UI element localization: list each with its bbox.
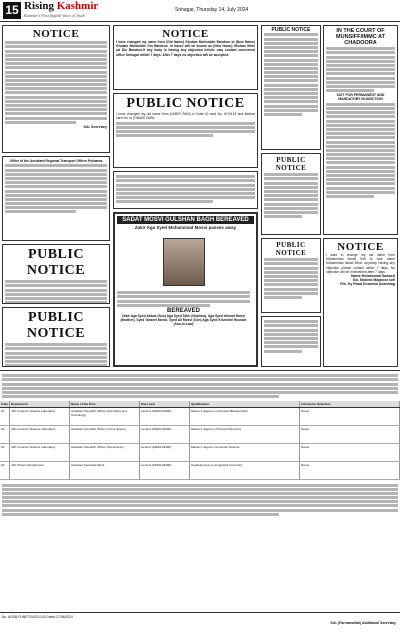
table-row bbox=[0, 408, 400, 426]
table-cell: 01 bbox=[0, 408, 10, 425]
recruitment-table-body bbox=[0, 408, 400, 480]
obituary-bereaved-label: BEREAVED bbox=[167, 307, 200, 314]
table-cell: Name bbox=[300, 462, 400, 479]
office-arto-box bbox=[2, 156, 110, 241]
notice-center-1 bbox=[113, 25, 258, 90]
table-row bbox=[0, 444, 400, 462]
notice-left-1 bbox=[2, 25, 110, 153]
public-notice-center-2-title: PUBLIC NOTICE bbox=[126, 96, 245, 111]
notice-left-1-signer: Sd/- Secretary bbox=[83, 124, 107, 129]
public-notice-right-1-body-lines bbox=[264, 33, 318, 116]
table-cell: Name bbox=[300, 444, 400, 461]
notice-right-4-signer-3: R/o. Ky Road Khrankal Anantnag bbox=[340, 282, 395, 287]
masthead bbox=[0, 0, 400, 22]
table-cell: Name bbox=[300, 426, 400, 443]
newspaper-tagline: Kashmir's First Inglish Voice of Truth bbox=[24, 13, 85, 18]
obituary-subheading: Zakir Aga Syed Mohammad Mosvi passes away bbox=[134, 225, 237, 230]
table-header-sno: S.No bbox=[0, 401, 10, 407]
public-notice-right-3-body-lines bbox=[264, 258, 318, 299]
table-header-qualification: Qualification bbox=[190, 401, 300, 407]
public-notice-right-1-title: PUBLIC NOTICE bbox=[271, 27, 311, 33]
recruitment-table bbox=[0, 370, 400, 519]
office-arto-title: Office of the Assistant Regional Transport Officer Pulwama bbox=[9, 159, 103, 163]
table-cell: JAK Forensic Science Laboratory bbox=[10, 426, 70, 443]
table-header-pay-level: Pay Level bbox=[140, 401, 190, 407]
newspaper-name bbox=[24, 1, 98, 12]
public-notice-left-3 bbox=[2, 307, 110, 367]
court-suit-title: SUIT FOR PERMANENT AND MANDATORY INJUNCTION bbox=[336, 93, 385, 102]
court-notice bbox=[323, 25, 398, 235]
public-notice-center-2-body: I have changed my old name from (UMER ZAIN) in Voter ID card No. AY/0133 and Aadhar card No. to (OWAIS ZAIN). bbox=[116, 112, 255, 121]
notice-center-1-title: NOTICE bbox=[162, 28, 209, 40]
table-cell: Assistant Scientific Officer (Crime Scene) bbox=[70, 426, 140, 443]
court-body-lines bbox=[326, 103, 395, 198]
office-arto-body-lines bbox=[5, 164, 107, 213]
obituary-heading: SADAT MOSVI GULSHAN BAGH BEREAVED bbox=[117, 216, 254, 224]
obituary-text bbox=[117, 290, 250, 327]
table-header-post: Name of the Post bbox=[70, 401, 140, 407]
table-cell: Level-6 (29200-92300) bbox=[140, 444, 190, 461]
table-cell: Assistant Superintendent bbox=[70, 462, 140, 479]
table-header-criteria: Criteria for Selection bbox=[300, 401, 400, 407]
table-cell: Graduate from a recognized University bbox=[190, 462, 300, 479]
table-cell: Master's degree in Chemistry/Biochemistry bbox=[190, 408, 300, 425]
table-cell: JAK Prisons Department bbox=[10, 462, 70, 479]
notice-right-5-body-lines bbox=[264, 320, 318, 352]
table-cell: JAK Forensic Science Laboratory bbox=[10, 408, 70, 425]
table-cell: Assistant Scientific Officer (Documents) bbox=[70, 444, 140, 461]
recruitment-table-notes-lines bbox=[0, 480, 400, 519]
newspaper-name-part-b: Kashmir bbox=[56, 0, 99, 12]
table-cell: Level-6 (29200-92300) bbox=[140, 408, 190, 425]
recruitment-table-header bbox=[0, 401, 400, 408]
notice-right-4-signer-2: S/o. Mohmd Maqbool sofi bbox=[352, 278, 395, 283]
notice-left-1-title: NOTICE bbox=[32, 28, 80, 40]
table-cell: JAK Forensic Science Laboratory bbox=[10, 444, 70, 461]
public-notice-left-2-title: PUBLIC NOTICE bbox=[26, 247, 86, 278]
notice-center-3-body-lines bbox=[116, 175, 255, 203]
table-cell: 04 bbox=[0, 462, 10, 479]
recruitment-table-intro-lines bbox=[0, 371, 400, 401]
public-notice-left-3-title: PUBLIC NOTICE bbox=[26, 310, 86, 341]
public-notice-right-2-body-lines bbox=[264, 173, 318, 218]
dateline: Srinagar, Thursday 14, July 2024 bbox=[175, 7, 249, 13]
notice-right-4 bbox=[323, 238, 398, 367]
table-cell: 03 bbox=[0, 444, 10, 461]
notice-right-4-signer-1: Name Mohammad Sawaed bbox=[351, 274, 395, 279]
page-number: 15 bbox=[3, 2, 21, 19]
public-notice-right-2-title: PUBLIC NOTICE bbox=[275, 156, 307, 172]
table-cell: Master's degree in Forensic Science bbox=[190, 444, 300, 461]
table-row bbox=[0, 462, 400, 480]
court-parties-lines bbox=[326, 47, 395, 92]
public-notice-left-3-body-lines bbox=[5, 343, 107, 367]
public-notice-left-2-body-lines bbox=[5, 280, 107, 304]
table-cell: 02 bbox=[0, 426, 10, 443]
public-notice-center-2 bbox=[113, 93, 258, 168]
public-notice-right-3 bbox=[261, 238, 321, 313]
footer-signer: Sd/- (Farmanullah) Additional Secretary bbox=[330, 621, 396, 626]
notice-right-5 bbox=[261, 316, 321, 367]
table-cell: Level-6 (29200-92300) bbox=[140, 462, 190, 479]
public-notice-right-2 bbox=[261, 153, 321, 235]
table-header-department: Department bbox=[10, 401, 70, 407]
notice-right-4-title: NOTICE bbox=[337, 241, 384, 253]
footer bbox=[0, 612, 400, 642]
table-cell: Level-6 (29200-92300) bbox=[140, 426, 190, 443]
obituary-body-lines bbox=[117, 291, 250, 307]
notice-left-1-body-lines bbox=[5, 41, 107, 124]
table-cell: Name bbox=[300, 408, 400, 425]
obituary-bereaved-names: Zakir Aga Syed Abbas (Son) Aga Syed Tahir (Nephew), Aga Syed Ahmad Mosvi (Brother), Syed Tanzeel Mosvi, Syed Ali Mosvi (Son) Aga Syed Khurshid Hussain (Son-in-Law) bbox=[120, 313, 247, 327]
table-cell: Master's degree in Physics/Chemistry bbox=[190, 426, 300, 443]
notice-right-4-body: I want to change my old name from Mohammad Ismail Sofi to new name Mohammad Ismail Bhat. Anybody having any objection please contact within 7 days. No objection will be entertained after 7 days. bbox=[326, 253, 395, 274]
public-notice-center-2-extra-lines bbox=[116, 122, 255, 138]
notice-center-3 bbox=[113, 171, 258, 209]
public-notice-right-3-title: PUBLIC NOTICE bbox=[275, 241, 307, 257]
table-row bbox=[0, 426, 400, 444]
notice-center-1-body: I have changed my name from (Old Name) Ghulam Mohiuddin Bandroo to (New Name) Ghulam Mohiuddin Din Bandroo. In future will be known as (New Name) Ghulam Mohi ud Din Bandroo.If any body is having any objection he/she may contact concerned office Srinagar within 7 days. After 7 days no objection will be accepted. bbox=[116, 40, 255, 57]
newspaper-name-part-a: Rising bbox=[24, 0, 57, 12]
footer-note: No. AGDB-PUNETSI/2024-03 Dated 27/06/2024 bbox=[2, 615, 73, 619]
public-notice-left-2 bbox=[2, 244, 110, 304]
obituary-photo bbox=[163, 238, 205, 286]
court-title: IN THE COURT OF MUNSIFF/IMMC AT CHADOORA bbox=[336, 28, 385, 46]
public-notice-right-1 bbox=[261, 25, 321, 150]
obituary-box bbox=[113, 212, 258, 367]
table-cell: Assistant Scientific Officer (Chemistry and Toxicology) bbox=[70, 408, 140, 425]
